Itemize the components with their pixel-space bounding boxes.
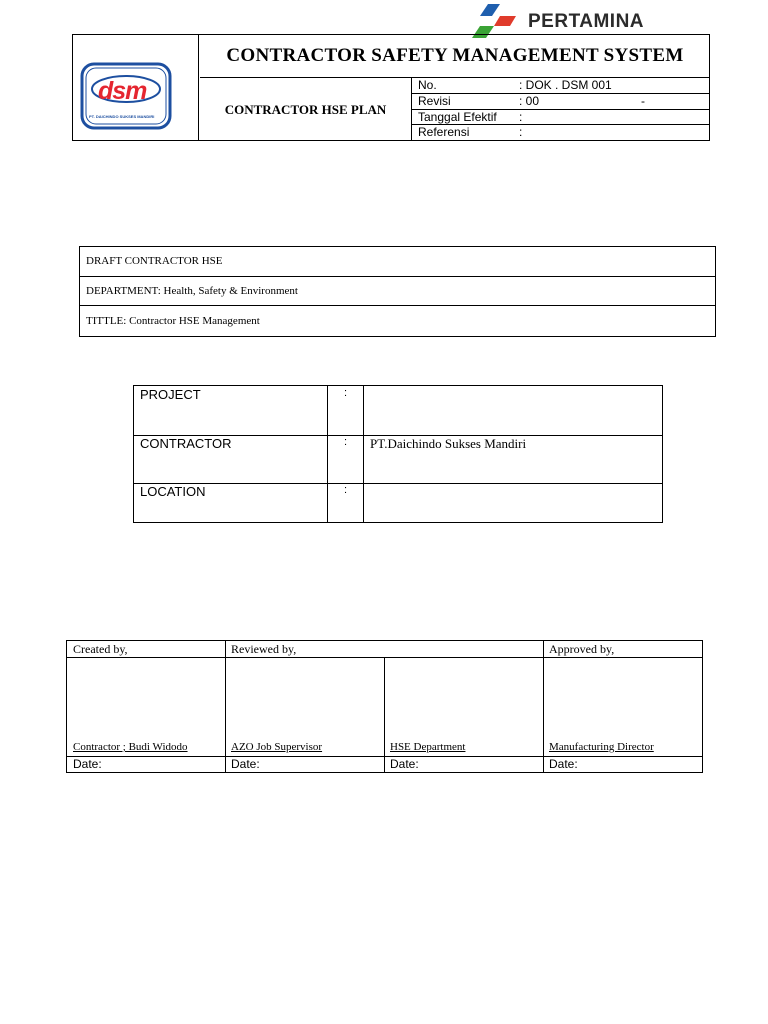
draft-label: DRAFT CONTRACTOR HSE [80,247,715,277]
date-label: Date: [390,757,419,771]
meta-key: Referensi [418,125,470,140]
project-row [134,386,662,435]
row-label: LOCATION [140,484,206,499]
meta-key: Revisi [418,93,451,108]
row-label: CONTRACTOR [140,436,232,451]
location-row [134,483,662,522]
meta-value: : [519,109,523,124]
department-label: DEPARTMENT: Health, Safety & Environment [80,277,715,307]
row-label: PROJECT [140,387,201,402]
meta-value: : DOK . DSM 001 [519,78,612,92]
date-label: Date: [73,757,102,771]
row-separator: : [344,484,348,496]
signer-job-supervisor: AZO Job Supervisor [231,741,323,753]
signer-manufacturing-director: Manufacturing Director [549,741,654,753]
meta-value: : [519,125,523,140]
meta-row-effective-date [412,110,710,126]
row-value: PT.Daichindo Sukses Mandiri [370,436,527,451]
meta-key: No. [418,78,437,92]
signer-contractor: Contractor ; Budi Widodo [73,741,188,753]
meta-extra: - [641,93,645,108]
approved-by-label: Approved by, [549,642,615,656]
dsm-logo-text: dsm [98,77,147,105]
table-divider [225,641,226,772]
company-logo-cell [72,34,199,141]
date-label: Date: [549,757,578,771]
row-separator: : [344,436,348,448]
meta-row-number [412,78,710,94]
table-divider [543,641,544,772]
created-by-label: Created by, [73,642,128,656]
reviewed-by-label: Reviewed by, [231,642,297,656]
dsm-logo-subtext: PT. DAICHINDO SUKSES MANDIRI [89,114,155,119]
meta-row-revision [412,94,710,110]
contractor-row [134,435,662,483]
date-label: Date: [231,757,260,771]
title-label: TITTLE: Contractor HSE Management [86,314,260,327]
meta-key: Tanggal Efektif [418,109,497,124]
document-meta-table [412,78,710,141]
table-divider [384,657,385,772]
meta-value: : 00 [519,93,540,108]
signature-table [66,640,703,773]
document-title: CONTRACTOR SAFETY MANAGEMENT SYSTEM [200,34,710,78]
pertamina-wordmark: PERTAMINA [528,11,645,32]
draft-info-box [79,246,716,337]
row-separator: : [344,387,348,399]
signer-hse-department: HSE Department [390,741,466,753]
project-info-table [133,385,663,523]
document-subtitle: CONTRACTOR HSE PLAN [200,78,412,141]
meta-row-reference [412,125,710,141]
